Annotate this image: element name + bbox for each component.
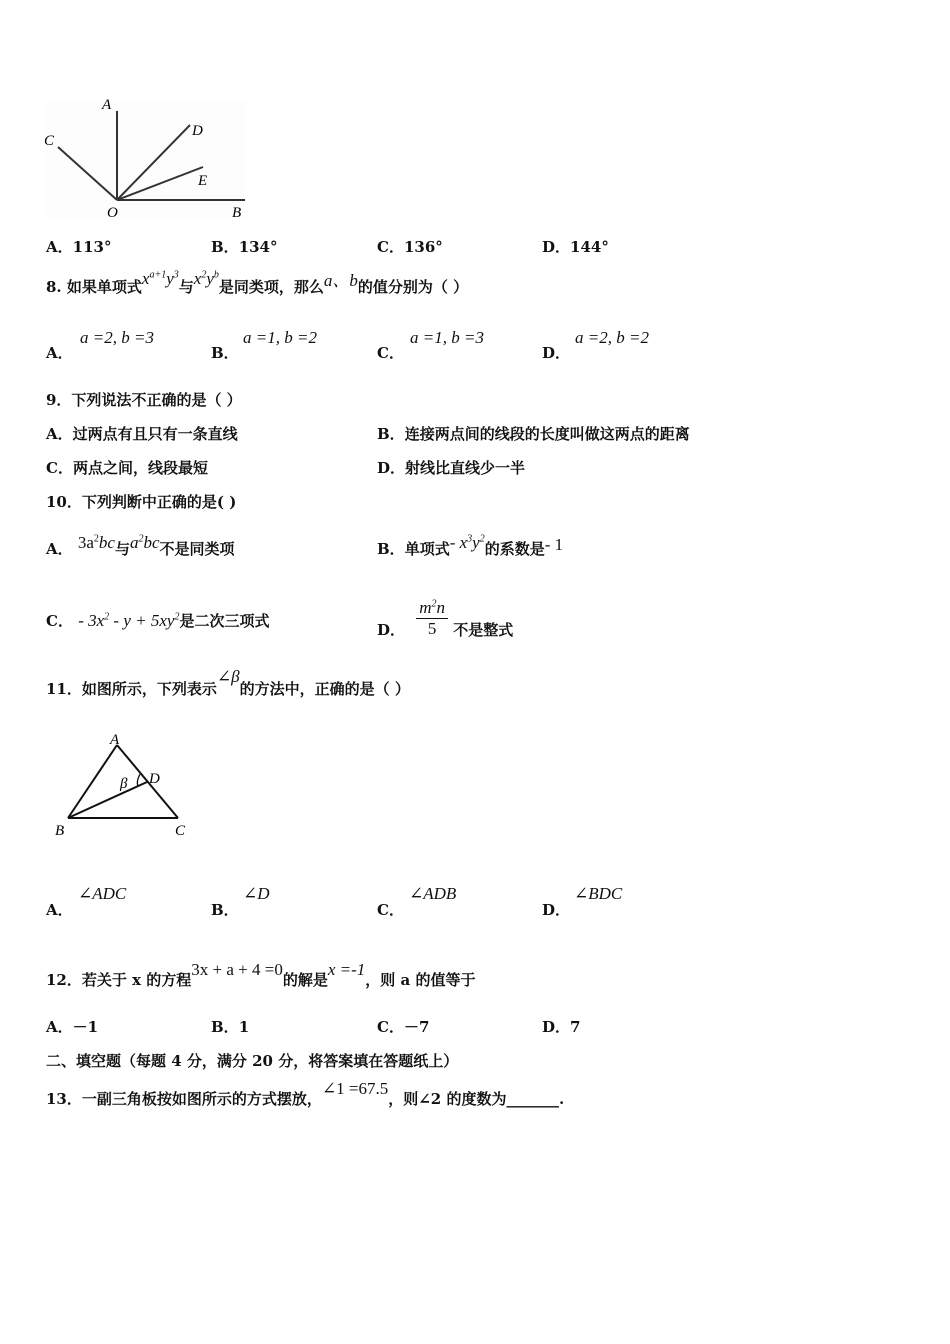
q7-option-a[interactable]: A．113°	[46, 238, 112, 256]
q8-option-b[interactable]: B．	[211, 344, 239, 362]
q9-option-c[interactable]: C．两点之间，线段最短	[46, 459, 208, 477]
angle-beta-arc	[137, 774, 140, 786]
q10-option-c[interactable]: C． - $3x^2 - y + 5xy^2$是二次三项式	[46, 611, 270, 630]
q10-fraction: $\frac{m^2n}{5}$	[416, 598, 448, 639]
label-A: A	[102, 97, 112, 113]
label-D: D	[149, 771, 160, 787]
label-B: B	[232, 205, 242, 221]
q10-stem: 10．下列判断中正确的是( )	[46, 493, 237, 511]
label-E: E	[198, 173, 208, 189]
q12-option-c[interactable]: C．－7	[377, 1018, 430, 1036]
q9-option-a[interactable]: A．过两点有且只有一条直线	[46, 425, 238, 443]
q8-option-d-value: a =2, b =2	[575, 328, 649, 347]
q10-option-d[interactable]: D． $\frac{m^2n}{5}$ 不是整式	[377, 598, 514, 639]
label-beta: β	[120, 776, 128, 792]
label-C: C	[175, 823, 186, 839]
label-B: B	[55, 823, 65, 839]
q7-option-c[interactable]: C．136°	[377, 238, 443, 256]
q11-stem: 11．如图所示，下列表示∠β的方法中，正确的是（ ）	[46, 667, 410, 698]
q11-option-b-value: ∠D	[243, 884, 270, 903]
q11-option-b[interactable]: B．	[211, 901, 239, 919]
label-A: A	[110, 732, 120, 748]
q8-option-b-value: a =1, b =2	[243, 328, 317, 347]
q9-option-d[interactable]: D．射线比直线少一半	[377, 459, 526, 477]
q11-option-d[interactable]: D．	[542, 901, 571, 919]
q12-option-b[interactable]: B．1	[211, 1018, 250, 1036]
q7-option-d[interactable]: D．144°	[542, 238, 609, 256]
q8-option-a[interactable]: A．	[46, 344, 73, 362]
q8-option-a-value: a =2, b =3	[80, 328, 154, 347]
q11-option-a[interactable]: A．	[46, 901, 73, 919]
q12-option-a[interactable]: A．－1	[46, 1018, 99, 1036]
q11-option-d-value: ∠BDC	[574, 884, 623, 903]
q9-option-b[interactable]: B．连接两点间的线段的长度叫做这两点的距离	[377, 425, 690, 443]
q11-option-c[interactable]: C．	[377, 901, 404, 919]
q11-option-a-value: ∠ADC	[78, 884, 127, 903]
q8-option-c[interactable]: C．	[377, 344, 404, 362]
label-O: O	[107, 205, 118, 221]
q8-stem: 8. 如果单项式$x^{a+1}y^3$与$x^2y^b$是同类项，那么a、b的值分别为（ ）	[46, 269, 469, 296]
q10-option-b[interactable]: B．单项式- $x^3y^2$的系数是- 1	[377, 533, 564, 558]
q12-option-d[interactable]: D．7	[542, 1018, 581, 1036]
q8-option-c-value: a =1, b =3	[410, 328, 484, 347]
q12-stem: 12．若关于 x 的方程3x + a + 4 =0的解是x =-1，则 a 的值等于	[46, 960, 476, 989]
q8-option-d[interactable]: D．	[542, 344, 571, 362]
q11-option-c-value: ∠ADB	[409, 884, 457, 903]
q7-option-b[interactable]: B．134°	[211, 238, 278, 256]
q11-triangle-figure	[50, 730, 200, 842]
q7-angle-figure	[40, 95, 250, 225]
q13-stem: 13．一副三角板按如图所示的方式摆放，∠1 =67.5，则∠2 的度数为_______.	[46, 1079, 565, 1108]
label-D: D	[192, 123, 203, 139]
q9-stem: 9．下列说法不正确的是（ ）	[46, 391, 242, 409]
label-C: C	[44, 133, 55, 149]
q10-option-a[interactable]: A． $3a^2bc$与$a^2bc$不是同类项	[46, 533, 235, 558]
section-2-title: 二、填空题（每题 4 分，满分 20 分，将答案填在答题纸上）	[46, 1052, 459, 1070]
